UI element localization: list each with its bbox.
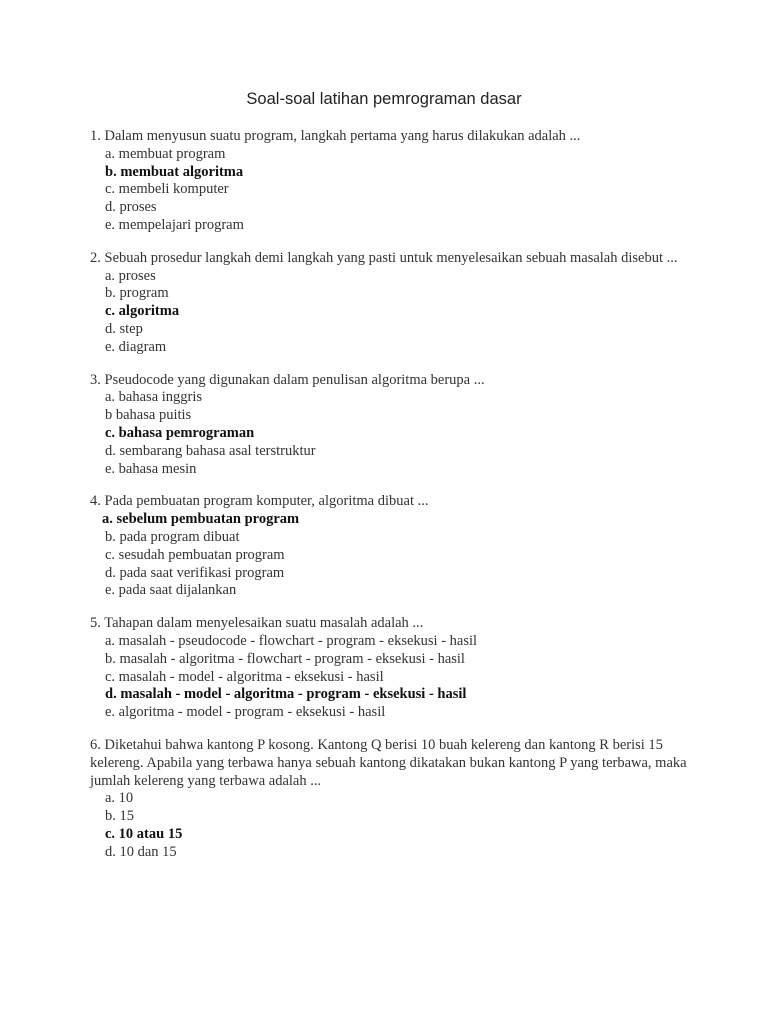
option-a: a. bahasa inggris — [105, 389, 203, 406]
option-a: a. proses — [105, 267, 156, 284]
question-6 — [90, 737, 690, 862]
option-d-correct: d. masalah - model - algoritma - program - eksekusi - hasil — [105, 686, 467, 703]
option-d: d. sembarang bahasa asal terstruktur — [105, 442, 316, 459]
question-text: 6. Diketahui bahwa kantong P kosong. Kantong Q berisi 10 buah kelereng dan kantong R berisi 15 kelereng. Apabila yang terbawa hanya sebuah kantong dikatakan bukan kantong P yang terbawa, maka jumlah kelereng yang terbawa adalah ... — [90, 736, 687, 789]
question-1 — [90, 128, 690, 235]
question-text: 4. Pada pembuatan program komputer, algoritma dibuat ... — [90, 493, 429, 510]
question-4 — [90, 493, 690, 600]
option-list — [90, 790, 690, 861]
option-a-correct: a. sebelum pembuatan program — [102, 511, 300, 528]
option-b: b. 15 — [105, 808, 134, 825]
option-c-correct: c. 10 atau 15 — [105, 825, 183, 842]
question-text: 1. Dalam menyusun suatu program, langkah pertama yang harus dilakukan adalah ... — [90, 128, 581, 144]
option-e: e. mempelajari program — [105, 216, 244, 233]
question-3 — [90, 372, 690, 479]
option-c-correct: c. bahasa pemrograman — [105, 424, 255, 441]
option-list — [90, 633, 690, 722]
option-b: b. masalah - algoritma - flowchart - program - eksekusi - hasil — [105, 650, 465, 667]
option-list — [90, 146, 690, 235]
page-title: Soal-soal latihan pemrograman dasar — [246, 90, 522, 108]
option-c: c. masalah - model - algoritma - eksekusi - hasil — [105, 668, 384, 685]
option-e: e. bahasa mesin — [105, 460, 197, 477]
question-text: 3. Pseudocode yang digunakan dalam penulisan algoritma berupa ... — [90, 371, 485, 388]
option-b: b. pada program dibuat — [105, 528, 240, 545]
option-e: e. algoritma - model - program - eksekusi - hasil — [105, 704, 386, 721]
option-a: a. 10 — [105, 790, 134, 807]
option-a: a. membuat program — [105, 145, 226, 162]
option-b-correct: b. membuat algoritma — [105, 163, 244, 180]
option-b: b bahasa puitis — [105, 407, 192, 424]
question-text: 5. Tahapan dalam menyelesaikan suatu masalah adalah ... — [90, 615, 424, 632]
option-c-correct: c. algoritma — [105, 303, 180, 320]
option-list — [90, 389, 690, 478]
option-a: a. masalah - pseudocode - flowchart - program - eksekusi - hasil — [105, 632, 478, 649]
option-e: e. pada saat dijalankan — [105, 582, 237, 599]
question-list — [90, 128, 690, 876]
option-d: d. step — [105, 320, 143, 337]
question-2 — [90, 250, 690, 357]
option-d: d. 10 dan 15 — [105, 843, 177, 860]
option-d: d. pada saat verifikasi program — [105, 564, 285, 581]
option-e: e. diagram — [105, 338, 167, 355]
option-b: b. program — [105, 285, 169, 302]
question-text: 2. Sebuah prosedur langkah demi langkah yang pasti untuk menyelesaikan sebuah masalah disebut ... — [90, 249, 678, 266]
option-c: c. membeli komputer — [105, 181, 229, 198]
option-list — [90, 511, 690, 600]
question-5 — [90, 615, 690, 722]
option-list — [90, 268, 690, 357]
option-d: d. proses — [105, 199, 157, 216]
option-c: c. sesudah pembuatan program — [105, 546, 285, 563]
